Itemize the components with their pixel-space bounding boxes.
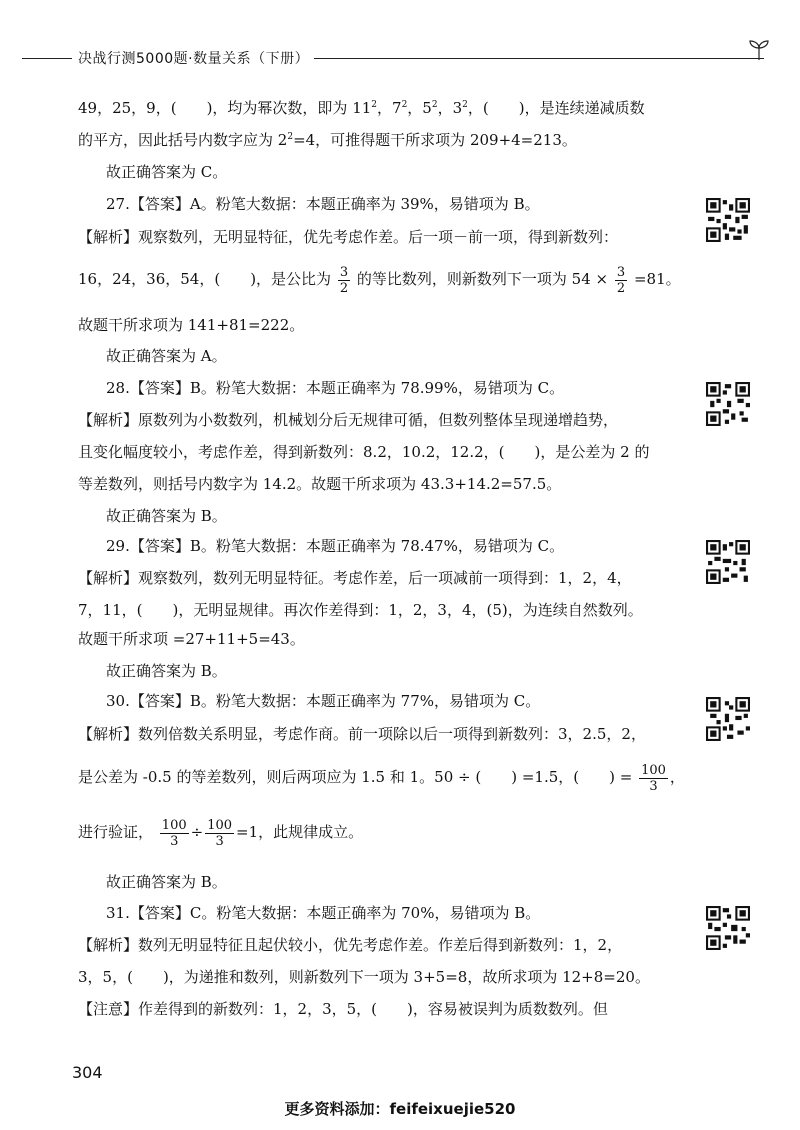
fraction-num: 3 <box>616 264 626 280</box>
text-line: 故正确答案为 B。 <box>106 662 227 680</box>
text-line: 【解析】数列倍数关系明显，考虑作商。前一项除以后一项得到新数列：3，2.5，2， <box>78 725 646 743</box>
qr-code-icon[interactable] <box>706 540 750 584</box>
text-line: 【解析】观察数列，无明显特征，优先考虑作差。后一项－前一项，得到新数列： <box>78 228 619 246</box>
fraction-num: 100 <box>641 762 666 778</box>
fraction-den: 2 <box>616 280 626 296</box>
header-rule-right <box>314 58 764 59</box>
fraction-num: 100 <box>207 817 233 833</box>
header-rule-left <box>22 58 72 59</box>
text-line: 故正确答案为 A。 <box>106 347 227 365</box>
answer-heading: 31.【答案】C。粉笔大数据：本题正确率为 70%，易错项为 B。 <box>106 904 541 922</box>
answer-heading: 27.【答案】A。粉笔大数据：本题正确率为 39%，易错项为 B。 <box>106 195 540 213</box>
text-line <box>78 760 685 794</box>
qr-code-icon[interactable] <box>706 697 750 741</box>
page-number: 304 <box>72 1063 103 1082</box>
text-line: 49，25，9，( )，均为幂次数，即为 $11^2$，$7^2$，$5^2$，$3^2$，( )，是连续递减质数 <box>78 99 645 117</box>
running-header <box>22 46 772 70</box>
text-line: 故正确答案为 C。 <box>106 163 228 181</box>
fraction <box>338 265 350 296</box>
text-span: 进行验证， <box>78 823 154 841</box>
answer-heading: 30.【答案】B。粉笔大数据：本题正确率为 77%，易错项为 C。 <box>106 692 541 710</box>
qr-code-icon[interactable] <box>706 906 750 950</box>
fraction <box>639 763 668 794</box>
fraction <box>160 818 189 849</box>
fraction-den: 3 <box>649 778 658 794</box>
fraction <box>615 265 627 296</box>
text-span: ， <box>669 768 685 786</box>
fraction-num: 100 <box>161 817 187 833</box>
text-line <box>78 815 678 849</box>
fraction-den: 3 <box>215 833 224 849</box>
qr-code-icon[interactable] <box>706 382 750 426</box>
fraction-den: 2 <box>339 280 349 296</box>
text-line: 故正确答案为 B。 <box>106 873 227 891</box>
text-line: 7，11，( )，无明显规律。再次作差得到：1，2，3，4，(5)，为连续自然数列。 <box>78 601 643 619</box>
text-span: 的等比数列，则新数列下一项为 54 × <box>356 270 609 288</box>
text-line: 【解析】观察数列，数列无明显特征。考虑作差，后一项减前一项得到：1，2，4， <box>78 569 632 587</box>
qr-code-icon[interactable] <box>706 198 750 242</box>
text-span: =81。 <box>633 270 681 288</box>
text-line: 故题干所求项为 141+81=222。 <box>78 316 305 334</box>
footer-note: 更多资料添加：feifeixuejie520 <box>284 1100 516 1118</box>
fraction-num: 3 <box>339 264 349 280</box>
fraction <box>205 818 234 849</box>
answer-heading: 29.【答案】B。粉笔大数据：本题正确率为 78.47%，易错项为 C。 <box>106 537 565 555</box>
text-line: 【解析】原数列为小数数列，机械划分后无规律可循，但数列整体呈现递增趋势， <box>78 411 619 429</box>
header-title: 决战行测5000题·数量关系（下册） <box>78 51 310 67</box>
text-line: 【解析】数列无明显特征且起伏较小，优先考虑作差。作差后得到新数列：1，2， <box>78 936 623 954</box>
sprout-icon <box>746 36 772 62</box>
text-line: 故题干所求项 =27+11+5=43。 <box>78 630 305 648</box>
text-span: ÷ <box>190 823 204 841</box>
fraction-den: 3 <box>170 833 179 849</box>
text-line: 且变化幅度较小，考虑作差，得到新数列：8.2，10.2，12.2，( )，是公差为 2 的 <box>78 443 650 461</box>
answer-heading: 28.【答案】B。粉笔大数据：本题正确率为 78.99%，易错项为 C。 <box>106 379 565 397</box>
text-span: =1，此规律成立。 <box>236 823 364 841</box>
text-line <box>78 262 681 296</box>
text-line: 的平方，因此括号内数字应为 $2^2=4$，可推得题干所求项为 209+4=213。 <box>78 131 577 149</box>
text-line: 【注意】作差得到的新数列：1，2，3，5，( )，容易被误判为质数数列。但 <box>78 1000 608 1018</box>
text-line: 等差数列，则括号内数字为 14.2。故题干所求项为 43.3+14.2=57.5。 <box>78 475 562 493</box>
text-line: 故正确答案为 B。 <box>106 507 227 525</box>
text-span: 16，24，36，54，( )，是公比为 <box>78 270 332 288</box>
text-line: 3，5，( )，为递推和数列，则新数列下一项为 3+5=8，故所求项为 12+8=20。 <box>78 968 650 986</box>
text-span: 是公差为 -0.5 的等差数列，则后两项应为 1.5 和 1。50 ÷ ( ) =1.5，( ) = <box>78 768 633 786</box>
